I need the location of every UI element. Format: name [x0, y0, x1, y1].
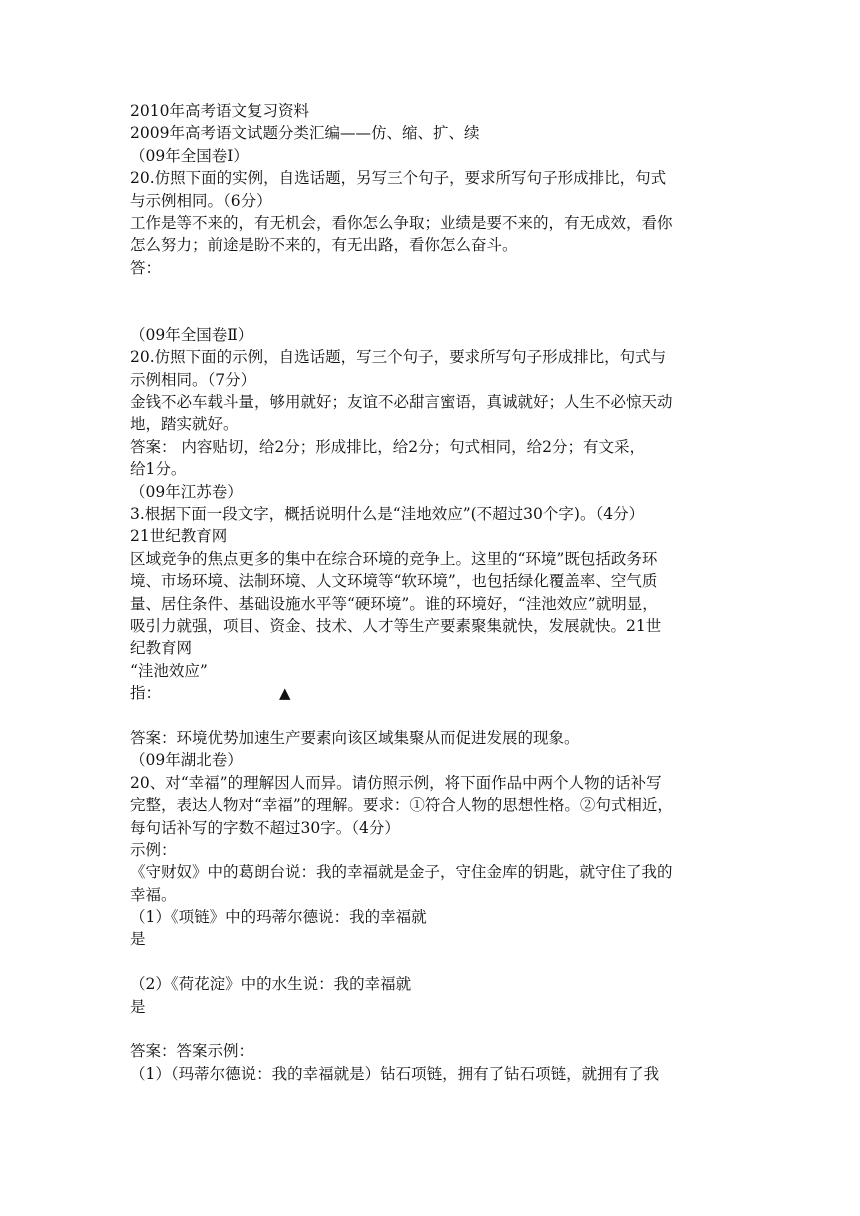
question-text: 20.仿照下面的示例，自选话题，写三个句子，要求所写句子形成排比，句式与 — [130, 348, 667, 367]
answer-text: 答案： 内容贴切，给2分；形成排比，给2分；句式相同，给2分；有文采， — [130, 437, 646, 456]
passage-text: 量、居住条件、基础设施水平等“硬环境”。谁的环境好，“洼池效应”就明显， — [130, 594, 658, 613]
section-label: （09年全国卷Ⅰ） — [130, 146, 249, 165]
item-text: 是 — [130, 930, 146, 949]
term-text: “洼池效应” — [130, 661, 208, 680]
passage-text: 区域竞争的焦点更多的集中在综合环境的竞争上。这里的“环境”既包括政务环 — [130, 549, 658, 568]
section-label: （09年全国卷Ⅱ） — [130, 325, 254, 344]
item-text: 是 — [130, 997, 146, 1016]
spacer — [130, 705, 735, 727]
question-text: 20、对“幸福”的理解因人而异。请仿照示例，将下面作品中两个人物的话补写 — [130, 773, 662, 792]
question-text: 完整，表达人物对“幸福”的理解。要求：①符合人物的思想性格。②句式相近， — [130, 796, 673, 815]
question-text: 每句话补写的字数不超过30字。（4分） — [130, 818, 400, 837]
example-text: 怎么努力；前途是盼不来的，有无出路，看你怎么奋斗。 — [130, 236, 518, 255]
question-text: 20.仿照下面的实例，自选话题，另写三个句子，要求所写句子形成排比，句式 — [130, 169, 667, 188]
spacer — [130, 1018, 735, 1040]
section-label: （09年江苏卷） — [130, 482, 243, 501]
item-text: （1）《项链》中的玛蒂尔德说：我的幸福就 — [130, 908, 427, 927]
source-note: 21世纪教育网 — [130, 527, 228, 546]
doc-title: 2010年高考语文复习资料 — [130, 102, 309, 120]
example-text: 工作是等不来的，有无机会，看你怎么争取；业绩是要不来的，有无成效，看你 — [130, 213, 673, 232]
answer-text: （1）（玛蒂尔德说：我的幸福就是）钻石项链，拥有了钻石项链，就拥有了我 — [130, 1064, 660, 1083]
question-text: 示例相同。（7分） — [130, 370, 257, 389]
spacer — [130, 279, 735, 324]
answer-label: 答： — [130, 258, 162, 277]
section-label: （09年湖北卷） — [130, 751, 243, 770]
example-text: 地，踏实就好。 — [130, 415, 239, 434]
example-text: 《守财奴》中的葛朗台说：我的幸福就是金子，守住金库的钥匙，就守住了我的 — [130, 863, 673, 882]
question-text: 3.根据下面一段文字，概括说明什么是“洼地效应”(不超过30个字)。（4分） — [130, 505, 645, 524]
passage-text: 纪教育网 — [130, 639, 193, 658]
passage-text: 吸引力就强，项目、资金、技术、人才等生产要素聚集就快，发展就快。21世 — [130, 617, 662, 635]
example-label: 示例： — [130, 840, 177, 859]
item-text: （2）《荷花淀》中的水生说：我的幸福就 — [130, 975, 412, 994]
passage-text: 境、市场环境、法制环境、人文环境等“软环境”，也包括绿化覆盖率、空气质 — [130, 572, 658, 591]
zhi-label: 指： — [130, 684, 162, 703]
answer-text: 给1分。 — [130, 460, 187, 479]
answer-prompt — [130, 682, 735, 704]
example-text: 幸福。 — [130, 885, 177, 904]
spacer — [130, 951, 735, 973]
question-text: 与示例相同。（6分） — [130, 191, 272, 210]
example-text: 金钱不必车载斗量，够用就好；友谊不必甜言蜜语，真诚就好；人生不必惊天动 — [130, 393, 673, 412]
answer-label: 答案：答案示例： — [130, 1042, 255, 1061]
answer-text: 答案：环境优势加速生产要素向该区域集聚从而促进发展的现象。 — [130, 728, 580, 747]
doc-subtitle: 2009年高考语文试题分类汇编——仿、缩、扩、续 — [130, 124, 480, 143]
triangle-icon: ▲ — [279, 684, 291, 703]
document-page — [130, 100, 735, 1085]
